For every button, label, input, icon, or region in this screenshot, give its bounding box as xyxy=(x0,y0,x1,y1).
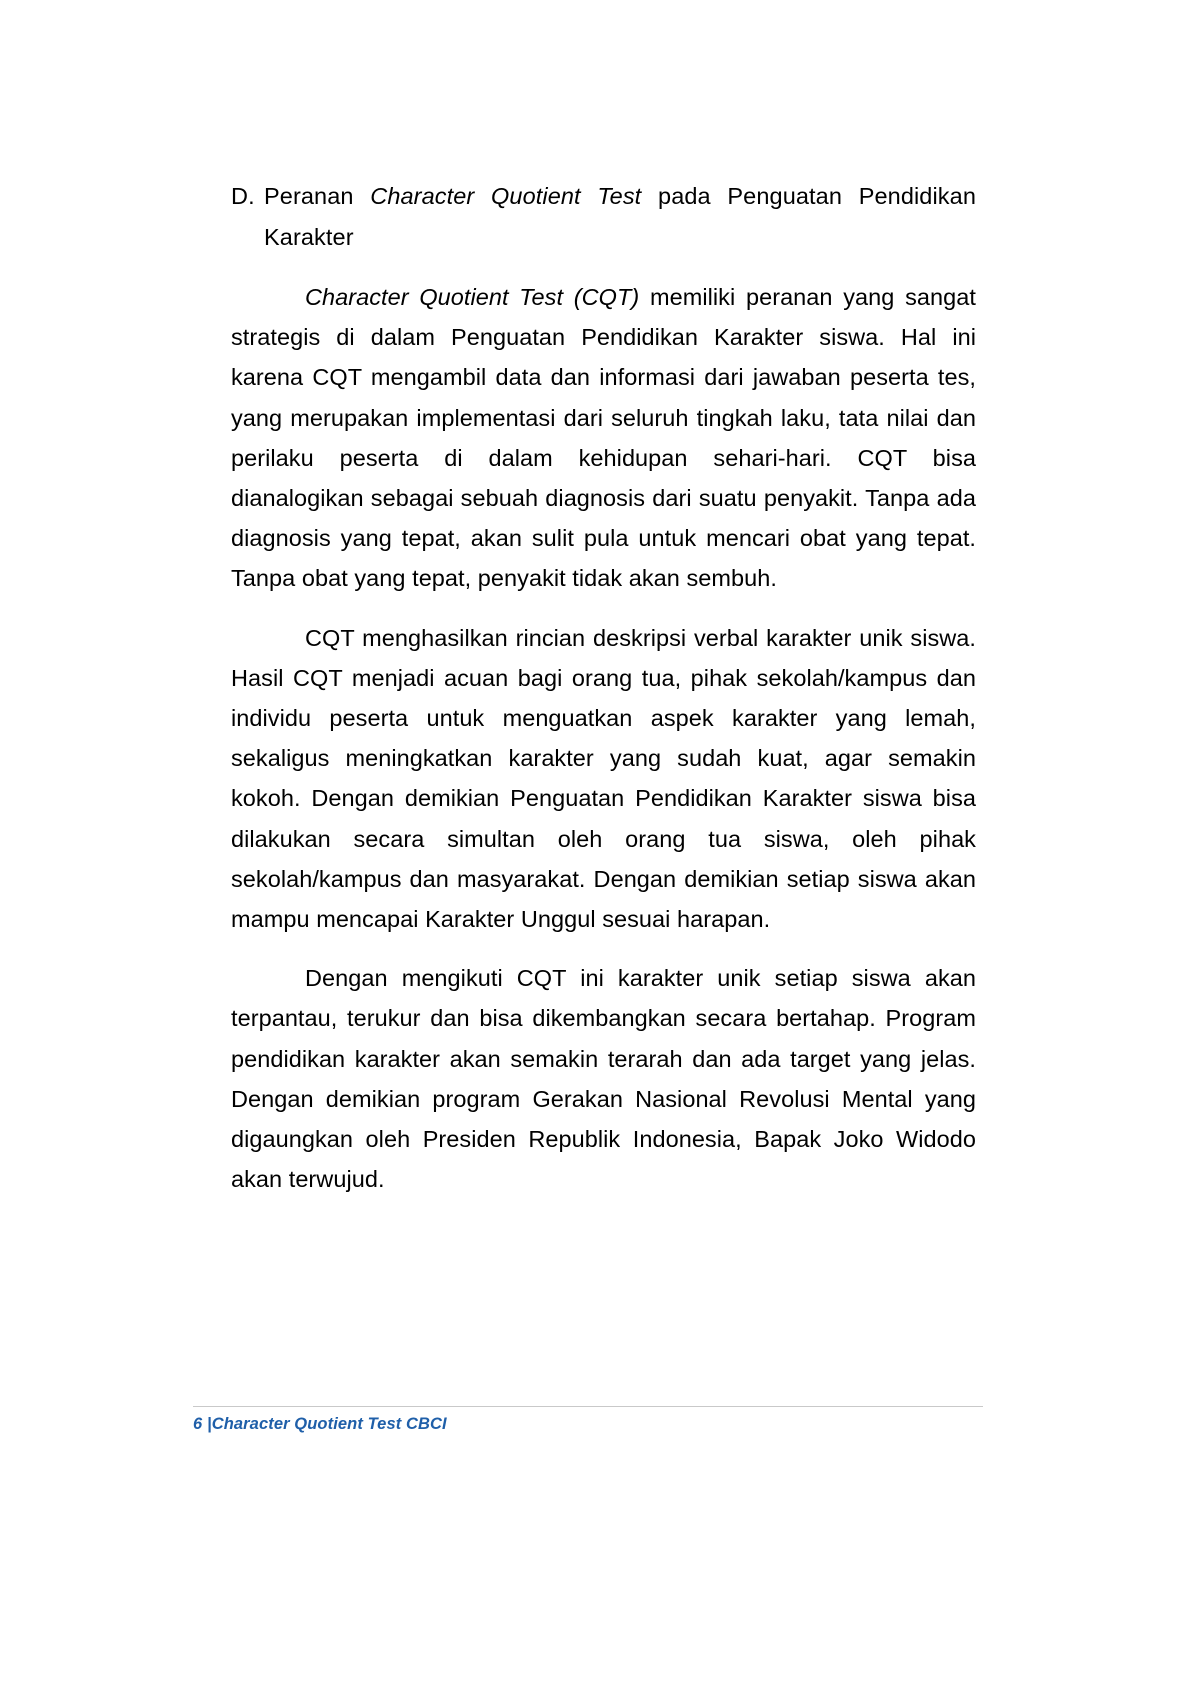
p3-line-1 xyxy=(231,958,976,998)
p1-line-4: yang merupakan implementasi dari seluruh tingkah laku, tata nilai dan xyxy=(231,404,976,431)
p2-line-5: kokoh. Dengan demikian Penguatan Pendidikan Karakter siswa bisa xyxy=(231,785,976,812)
heading-post-text: pada Penguatan Pendidikan xyxy=(641,183,976,209)
section-heading-line-1 xyxy=(264,176,976,217)
spacer-p2-to-p3 xyxy=(231,939,976,958)
p1-line-5: perilaku peserta di dalam kehidupan sehari-hari. CQT bisa xyxy=(231,444,976,471)
p1-line-1 xyxy=(231,277,976,317)
heading-italic-term: Character Quotient Test xyxy=(370,183,642,209)
p2-line-4: sekaligus meningkatkan karakter yang sudah kuat, agar semakin xyxy=(231,745,976,772)
p1-line-8: Tanpa obat yang tepat, penyakit tidak akan sembuh. xyxy=(231,565,777,592)
p1-line-2: strategis di dalam Penguatan Pendidikan Karakter siswa. Hal ini xyxy=(231,324,976,351)
p2-line-2: Hasil CQT menjadi acuan bagi orang tua, pihak sekolah/kampus dan xyxy=(231,664,976,691)
page-footer xyxy=(193,1406,983,1434)
p2-line-1-text: CQT menghasilkan rincian deskripsi verbal karakter unik siswa. xyxy=(305,624,976,651)
section-marker: D. xyxy=(231,183,255,209)
spacer-heading-to-p1 xyxy=(231,258,976,277)
p2-line-1 xyxy=(231,618,976,658)
p3-line-2: terpantau, terukur dan bisa dikembangkan secara bertahap. Program xyxy=(231,1005,976,1032)
footer-divider xyxy=(193,1406,983,1407)
p2-line-3: individu peserta untuk menguatkan aspek karakter yang lemah, xyxy=(231,705,976,732)
spacer-p1-to-p2 xyxy=(231,599,976,618)
p1-line-7: diagnosis yang tepat, akan sulit pula untuk mencari obat yang tepat. xyxy=(231,525,976,552)
p1-line-3: karena CQT mengambil data dan informasi dari jawaban peserta tes, xyxy=(231,364,976,391)
p1-line-1-rest: memiliki peranan yang sangat xyxy=(649,284,976,310)
p3-line-4: Dengan demikian program Gerakan Nasional Revolusi Mental yang xyxy=(231,1085,976,1112)
section-heading-line-2: Karakter xyxy=(264,224,354,250)
p3-line-6: akan terwujud. xyxy=(231,1166,385,1193)
page-content xyxy=(231,176,976,1199)
p3-line-1-text: Dengan mengikuti CQT ini karakter unik setiap siswa akan xyxy=(305,965,976,992)
p1-line-6: dianalogikan sebagai sebuah diagnosis dari suatu penyakit. Tanpa ada xyxy=(231,485,976,512)
p2-line-6: dilakukan secara simultan oleh orang tua siswa, oleh pihak xyxy=(231,825,976,852)
heading-pre-text: Peranan xyxy=(264,183,371,209)
paragraph-1 xyxy=(231,277,976,599)
footer-document-title: Character Quotient Test CBCI xyxy=(211,1415,447,1433)
p2-line-8: mampu mencapai Karakter Unggul sesuai harapan. xyxy=(231,906,771,933)
section-heading-text xyxy=(264,176,976,258)
footer-page-number: 6 | xyxy=(193,1415,212,1433)
paragraph-3 xyxy=(231,958,976,1199)
p1-italic-lead: Character Quotient Test (CQT) xyxy=(305,284,640,310)
p3-line-5: digaungkan oleh Presiden Republik Indonesia, Bapak Joko Widodo xyxy=(231,1126,976,1153)
section-heading xyxy=(231,176,976,258)
paragraph-2 xyxy=(231,618,976,940)
p2-line-7: sekolah/kampus dan masyarakat. Dengan demikian setiap siswa akan xyxy=(231,865,976,892)
footer-text xyxy=(193,1415,983,1434)
p3-line-3: pendidikan karakter akan semakin terarah dan ada target yang jelas. xyxy=(231,1045,976,1072)
